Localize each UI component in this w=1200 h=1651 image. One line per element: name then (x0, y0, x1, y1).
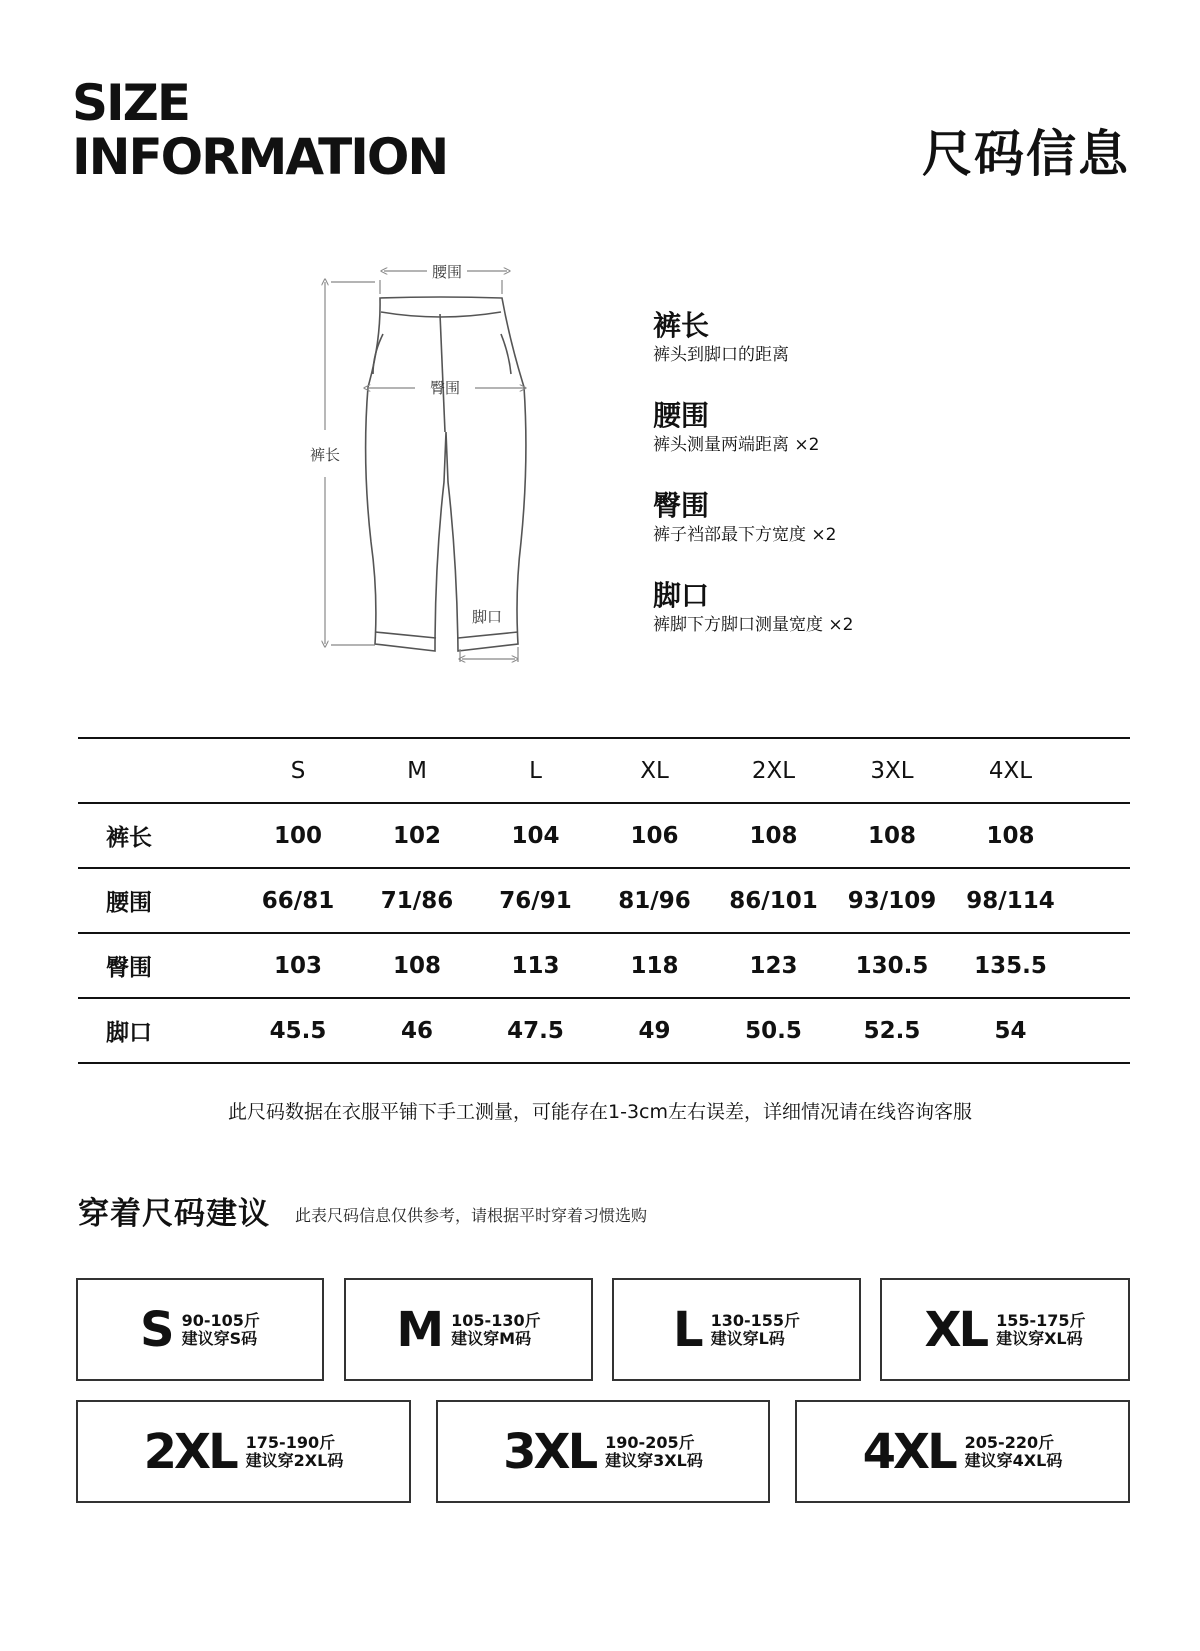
card-size: M (396, 1301, 442, 1358)
table-cell: 47.5 (476, 998, 595, 1063)
table-cell: 103 (238, 933, 358, 998)
page-title-en (72, 76, 447, 184)
card-advice: 建议穿XL码 (996, 1328, 1083, 1348)
size-header: XL (595, 738, 714, 803)
table-header-row (78, 738, 1130, 803)
table-row (78, 933, 1130, 998)
card-advice: 建议穿4XL码 (964, 1450, 1063, 1470)
card-size: 3XL (503, 1423, 596, 1480)
table-spacer (1070, 738, 1130, 803)
legend-title: 裤长 (653, 309, 710, 342)
title-en-line2: INFORMATION (72, 128, 448, 186)
size-card-4xl (795, 1400, 1130, 1503)
table-cell: 108 (951, 803, 1070, 868)
legend-desc: 裤子裆部最下方宽度 ×2 (653, 525, 837, 545)
card-advice: 建议穿2XL码 (245, 1450, 344, 1470)
table-cell: 81/96 (595, 868, 714, 933)
diagram-waist-label: 腰围 (431, 263, 463, 281)
card-advice: 建议穿L码 (710, 1328, 785, 1348)
size-card-l (612, 1278, 861, 1381)
diagram-hem-label: 脚口 (471, 608, 503, 626)
row-label: 腰围 (78, 868, 238, 933)
table-cell: 100 (238, 803, 358, 868)
table-cell: 113 (476, 933, 595, 998)
legend-title: 臀围 (653, 489, 710, 522)
card-size: XL (924, 1301, 987, 1358)
table-cell: 50.5 (714, 998, 833, 1063)
legend-item-waist (653, 400, 819, 456)
table-row (78, 868, 1130, 933)
card-size: 2XL (143, 1423, 236, 1480)
row-label: 脚口 (78, 998, 238, 1063)
size-header: M (358, 738, 476, 803)
row-label: 裤长 (78, 803, 238, 868)
size-card-3xl (436, 1400, 770, 1503)
suggestion-title: 穿着尺码建议 (78, 1196, 270, 1232)
table-corner (78, 738, 238, 803)
size-header: L (476, 738, 595, 803)
card-weight: 205-220斤 (964, 1432, 1055, 1452)
legend-desc: 裤头测量两端距离 ×2 (653, 435, 820, 455)
table-cell: 123 (714, 933, 833, 998)
table-cell: 76/91 (476, 868, 595, 933)
diagram-length-label: 裤长 (309, 446, 341, 464)
card-advice: 建议穿3XL码 (605, 1450, 703, 1470)
table-cell: 102 (358, 803, 476, 868)
size-header: S (238, 738, 358, 803)
diagram-hip-label: 臀围 (429, 379, 461, 397)
table-spacer (1070, 933, 1130, 998)
table-cell: 93/109 (833, 868, 951, 933)
card-weight: 190-205斤 (605, 1432, 695, 1452)
table-cell: 86/101 (714, 868, 833, 933)
card-weight: 130-155斤 (710, 1310, 801, 1330)
size-header: 4XL (951, 738, 1070, 803)
card-advice: 建议穿M码 (451, 1328, 532, 1348)
pants-outline (366, 297, 526, 651)
legend-title: 脚口 (653, 579, 710, 612)
title-en-line1: SIZE (72, 74, 190, 132)
table-cell: 106 (595, 803, 714, 868)
table-cell: 98/114 (951, 868, 1070, 933)
table-row (78, 998, 1130, 1063)
table-spacer (1070, 803, 1130, 868)
table-cell: 108 (358, 933, 476, 998)
legend-item-hip (653, 490, 836, 546)
table-cell: 66/81 (238, 868, 358, 933)
table-cell: 46 (358, 998, 476, 1063)
row-label: 臀围 (78, 933, 238, 998)
card-weight: 155-175斤 (996, 1310, 1086, 1330)
table-cell: 71/86 (358, 868, 476, 933)
card-weight: 105-130斤 (451, 1310, 541, 1330)
card-size: L (672, 1301, 701, 1358)
legend-desc: 裤头到脚口的距离 (653, 345, 789, 365)
suggestion-subtitle: 此表尺码信息仅供参考，请根据平时穿着习惯选购 (295, 1206, 648, 1225)
table-cell: 52.5 (833, 998, 951, 1063)
card-weight: 175-190斤 (245, 1432, 336, 1452)
measurement-note: 此尺码数据在衣服平铺下手工测量，可能存在1-3cm左右误差，详细情况请在线咨询客服 (228, 1101, 972, 1123)
page-title-cn: 尺码信息 (922, 125, 1130, 183)
pants-diagram (309, 262, 575, 662)
table-spacer (1070, 868, 1130, 933)
legend-item-hem (653, 580, 853, 636)
table-cell: 108 (714, 803, 833, 868)
table-row (78, 803, 1130, 868)
size-header: 3XL (833, 738, 951, 803)
size-header: 2XL (714, 738, 833, 803)
card-size: 4XL (862, 1423, 955, 1480)
table-cell: 45.5 (238, 998, 358, 1063)
table-cell: 104 (476, 803, 595, 868)
table-spacer (1070, 998, 1130, 1063)
size-card-2xl (76, 1400, 411, 1503)
legend-desc: 裤脚下方脚口测量宽度 ×2 (653, 615, 854, 635)
table-cell: 118 (595, 933, 714, 998)
size-card-xl (880, 1278, 1130, 1381)
size-table (78, 737, 1130, 1064)
table-cell: 130.5 (833, 933, 951, 998)
table-cell: 49 (595, 998, 714, 1063)
card-advice: 建议穿S码 (181, 1328, 258, 1348)
size-card-s (76, 1278, 324, 1381)
table-cell: 135.5 (951, 933, 1070, 998)
card-weight: 90-105斤 (181, 1310, 260, 1330)
table-cell: 108 (833, 803, 951, 868)
measurement-guides (325, 271, 523, 662)
legend-title: 腰围 (653, 399, 710, 432)
size-card-m (344, 1278, 593, 1381)
legend-item-length (653, 310, 789, 366)
table-cell: 54 (951, 998, 1070, 1063)
card-size: S (140, 1301, 172, 1358)
